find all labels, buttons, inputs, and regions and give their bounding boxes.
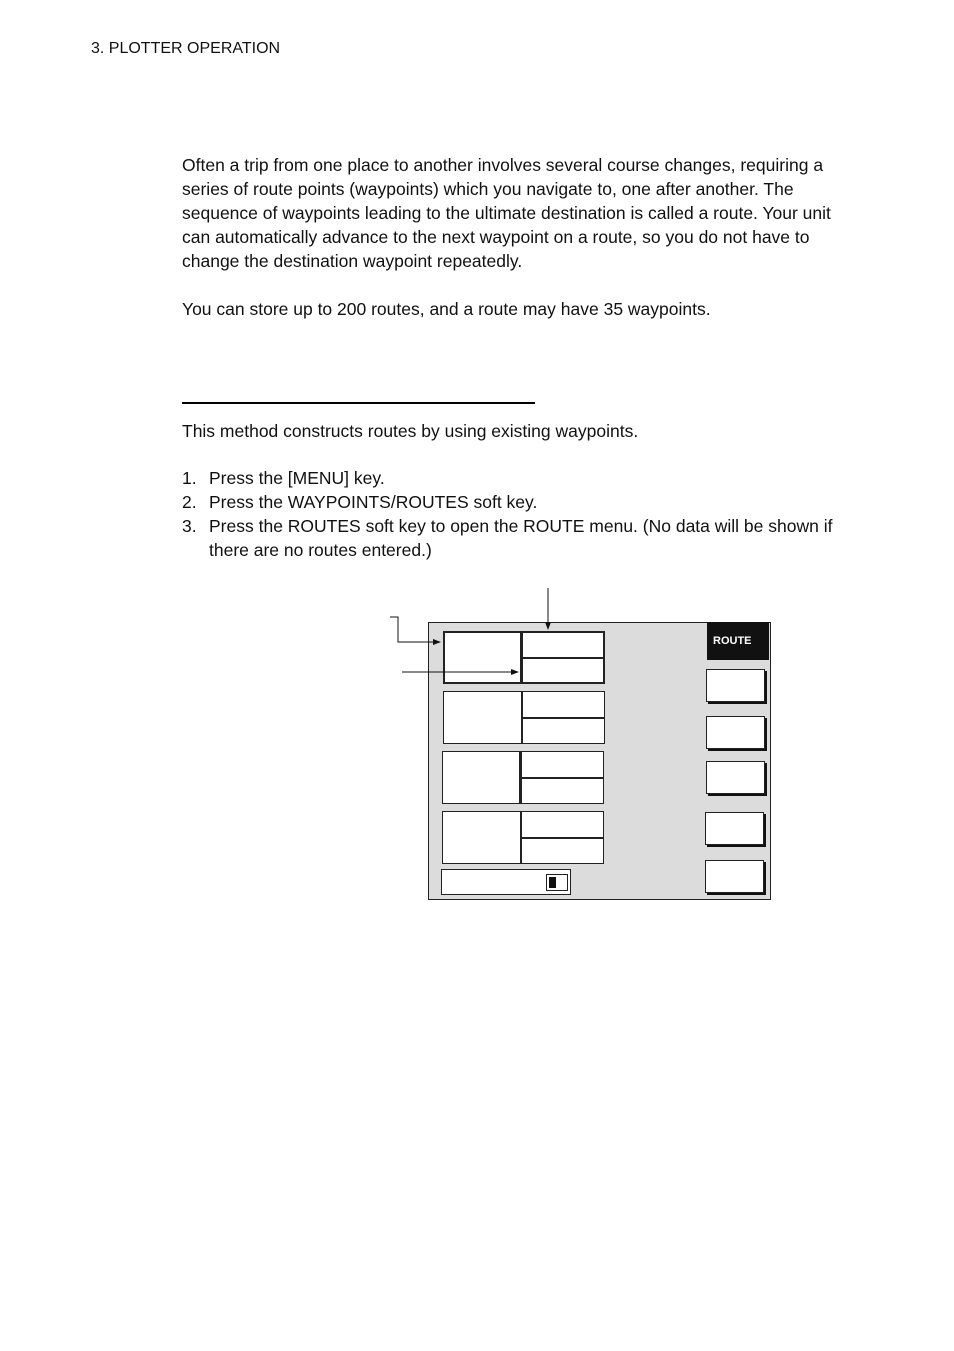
scroll-indicator[interactable]	[546, 874, 568, 891]
section-header: 3. PLOTTER OPERATION	[91, 40, 281, 57]
route-entry-info-cell	[521, 751, 604, 778]
soft-key-1[interactable]	[706, 669, 765, 702]
step-list	[182, 466, 842, 562]
route-entry-name-cell	[443, 631, 522, 684]
route-entry-info-cell	[522, 631, 605, 658]
route-entry-info-cell	[522, 691, 605, 718]
step-text: Press the WAYPOINTS/ROUTES soft key.	[209, 492, 538, 512]
soft-key-2[interactable]	[706, 716, 765, 749]
route-entry-card[interactable]	[442, 751, 604, 804]
step-item	[182, 466, 842, 490]
route-entry-info-cell	[522, 718, 605, 744]
route-entry-name-cell	[442, 811, 521, 864]
scroll-thumb	[549, 877, 556, 888]
step-number: 3.	[182, 516, 197, 536]
soft-key-3[interactable]	[706, 761, 765, 794]
route-entry-card[interactable]	[443, 631, 605, 684]
step-item	[182, 514, 842, 562]
capacity-paragraph: You can store up to 200 routes, and a route may have 35 waypoints.	[182, 299, 711, 319]
menu-title-route: ROUTE	[707, 622, 769, 660]
step-item	[182, 490, 842, 514]
step-text: Press the [MENU] key.	[209, 468, 385, 488]
soft-key-5[interactable]	[705, 860, 764, 893]
step-number: 2.	[182, 492, 197, 512]
section-rule	[182, 402, 535, 404]
step-number: 1.	[182, 468, 197, 488]
page-indicator-bar	[441, 869, 571, 895]
route-entry-name-cell	[442, 751, 521, 804]
step-text: Press the ROUTES soft key to open the ROUTE menu. (No data will be shown if there are no routes entered.)	[209, 516, 833, 560]
method-description: This method constructs routes by using existing waypoints.	[182, 421, 639, 441]
route-entry-info-cell	[521, 778, 604, 804]
route-entry-info-cell	[522, 658, 605, 684]
soft-key-4[interactable]	[705, 812, 764, 845]
route-entry-info-cell	[521, 838, 604, 864]
route-entry-card[interactable]	[442, 811, 604, 864]
intro-paragraph: Often a trip from one place to another involves several course changes, requiring a series of route points (waypoints) which you navigate to, one after another. The sequence of waypoints leading to the ultimate destination is called a route. Your unit can automatically advance to the next waypoint on a route, so you do not have to change the destination waypoint repeatedly.	[182, 155, 831, 271]
route-entry-info-cell	[521, 811, 604, 838]
route-entry-name-cell	[443, 691, 522, 744]
route-entry-card[interactable]	[443, 691, 605, 744]
